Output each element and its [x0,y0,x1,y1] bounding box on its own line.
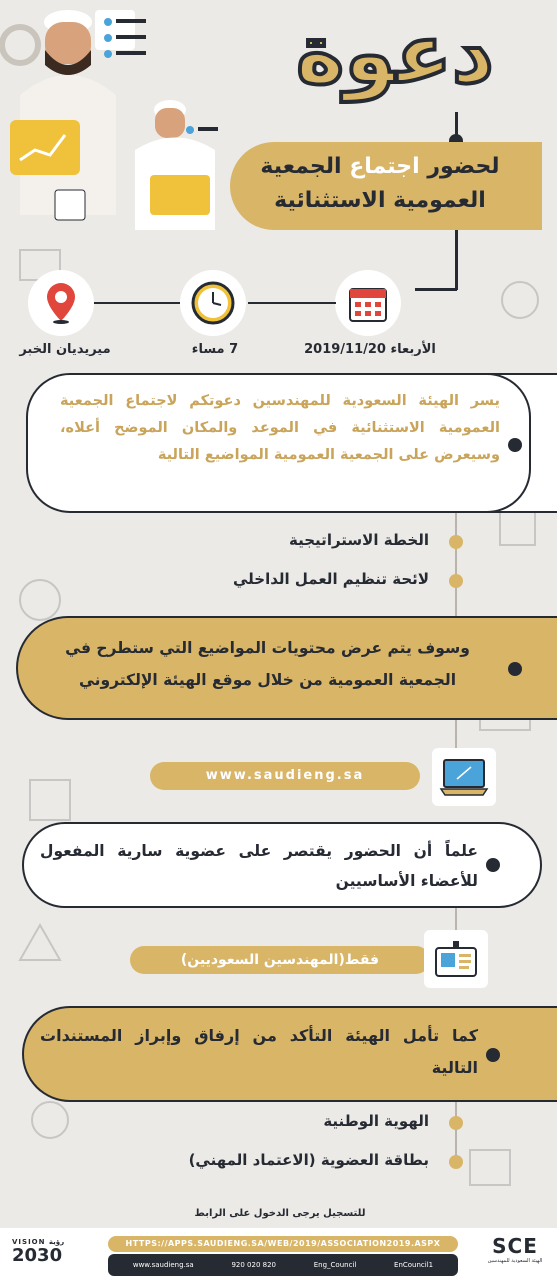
engineers-illustration [0,0,230,230]
invitation-title: دعوة [296,7,494,102]
attendance-note: فقط(المهندسين السعوديين) [130,946,430,974]
vision-2030-logo: VISION رؤية 2030 [12,1238,65,1266]
website-text: وسوف يتم عرض محتويات المواضيع التي ستطرح في الجمعية العمومية من خلال موقع الهيئة الإلكتروني [65,639,470,689]
location-pin-icon [28,270,94,336]
twitter-contact[interactable]: Eng_Council [313,1261,357,1269]
bullet-dot [449,1155,463,1169]
phone-contact[interactable]: 920 020 820 [231,1261,276,1269]
connector-line [455,230,458,290]
id-card-icon [424,930,488,988]
website-contact[interactable]: www.saudieng.sa [132,1261,194,1269]
clock-icon [180,270,246,336]
contact-bar [108,1254,458,1276]
document-item: الهوية الوطنية [323,1112,429,1130]
connector-dot [486,858,500,872]
monitor-icon [432,748,496,806]
registration-url[interactable]: HTTPS://APPS.SAUDIENG.SA/WEB/2019/ASSOCIATION2019.ASPX [108,1236,458,1252]
website-url[interactable]: www.saudieng.sa [150,762,420,790]
connector-line [248,302,336,304]
intro-text: يسر الهيئة السعودية للمهندسين دعوتكم لاجتماع الجمعية العمومية الاستثنائية في الموعد والمكان الموضح أعلاه، وسيعرض على الجمعية العمومية المواضيع التالية [60,393,500,463]
time-label: 7 مساء [191,342,239,357]
topic-item: لائحة تنظيم العمل الداخلي [232,570,429,588]
attendance-text: علماً أن الحضور يقتصر على عضوية سارية المفعول للأعضاء الأساسيين [40,842,478,890]
bullet-dot [449,574,463,588]
calendar-icon [335,270,401,336]
document-item: بطاقة العضوية (الاعتماد المهني) [188,1151,429,1169]
connector-line [92,302,180,304]
invitation-subtitle: لحضور اجتماع الجمعية العمومية الاستثنائية [260,154,500,213]
connector-line [455,513,457,617]
connector-dot [508,662,522,676]
bullet-dot [449,535,463,549]
date-label: الأربعاء 2019/11/20 [304,342,436,357]
instagram-contact[interactable]: EnCouncil1 [394,1261,434,1269]
register-text: للتسجيل يرجى الدخول على الرابط [194,1208,366,1219]
documents-text: كما تأمل الهيئة التأكد من إرفاق وإبراز المستندات التالية [40,1026,478,1077]
connector-line [415,288,457,291]
topic-item: الخطة الاستراتيجية [289,531,429,549]
place-label: ميريديان الخبر [19,342,111,357]
connector-dot [486,1048,500,1062]
sce-logo: SCE الهيئة السعودية للمهندسين [487,1234,543,1264]
connector-dot [508,438,522,452]
bullet-dot [449,1116,463,1130]
